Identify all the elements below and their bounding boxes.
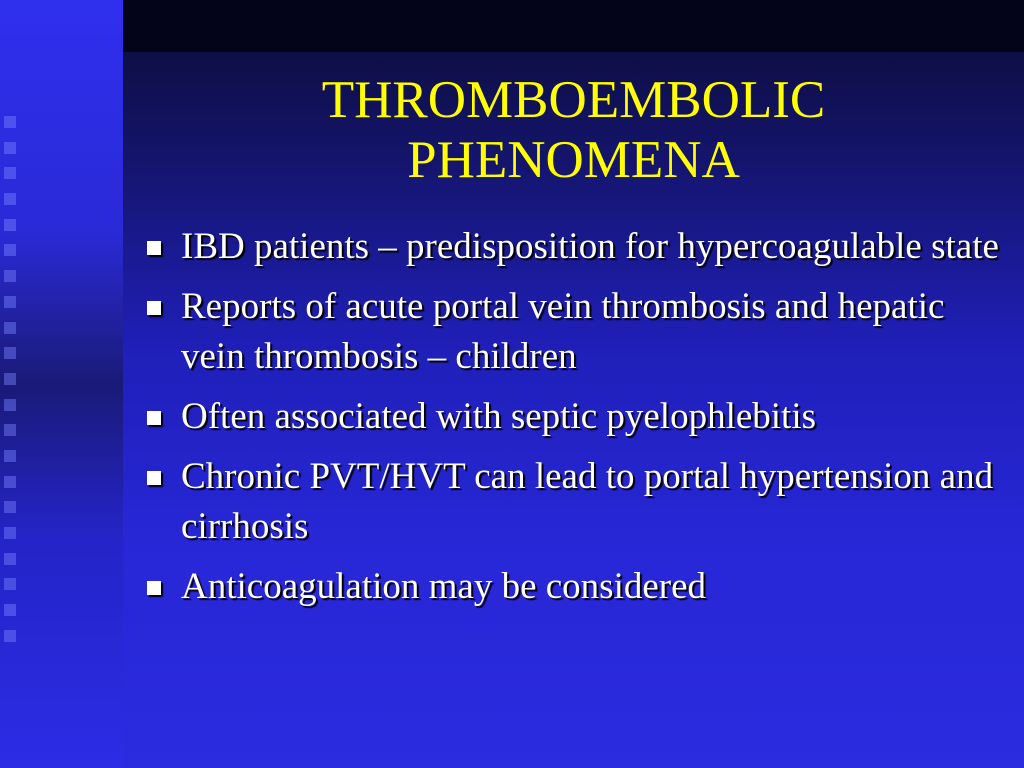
decorative-square — [4, 501, 16, 513]
decorative-square — [4, 553, 16, 565]
bullet-text: Reports of acute portal vein thrombosis and hepatic vein thrombosis – children — [181, 286, 945, 377]
decorative-square — [4, 193, 16, 205]
decorative-square — [4, 604, 16, 616]
decorative-square-column — [4, 116, 28, 656]
bullet-item — [145, 222, 1005, 272]
decorative-square — [4, 167, 16, 179]
decorative-square — [4, 322, 16, 334]
square-bullet-icon — [147, 581, 161, 595]
square-bullet-icon — [147, 471, 161, 485]
decorative-square — [4, 373, 16, 385]
square-bullet-icon — [147, 301, 161, 315]
bullet-list — [145, 222, 1005, 622]
decorative-square — [4, 450, 16, 462]
bullet-text: Often associated with septic pyelophlebitis — [181, 396, 817, 437]
bullet-text: Anticoagulation may be considered — [181, 566, 707, 607]
decorative-square — [4, 116, 16, 128]
decorative-square — [4, 270, 16, 282]
decorative-square — [4, 244, 16, 256]
decorative-square — [4, 399, 16, 411]
square-bullet-icon — [147, 241, 161, 255]
decorative-square — [4, 424, 16, 436]
bullet-item — [145, 392, 1005, 442]
slide-title — [123, 70, 1024, 190]
decorative-square — [4, 527, 16, 539]
bullet-text: Chronic PVT/HVT can lead to portal hypertension and cirrhosis — [181, 456, 994, 547]
bullet-item — [145, 562, 1005, 612]
decorative-square — [4, 630, 16, 642]
square-bullet-icon — [147, 411, 161, 425]
bullet-item — [145, 282, 1005, 382]
slide-title-line: PHENOMENA — [407, 131, 740, 189]
bullet-text: IBD patients – predisposition for hypercoagulable state — [181, 226, 999, 267]
decorative-square — [4, 578, 16, 590]
decorative-square — [4, 347, 16, 359]
decorative-square — [4, 219, 16, 231]
slide-title-line: THROMBOEMBOLIC — [321, 71, 826, 129]
top-decorative-band — [123, 0, 1024, 52]
decorative-square — [4, 476, 16, 488]
bullet-item — [145, 452, 1005, 552]
decorative-square — [4, 142, 16, 154]
decorative-square — [4, 296, 16, 308]
